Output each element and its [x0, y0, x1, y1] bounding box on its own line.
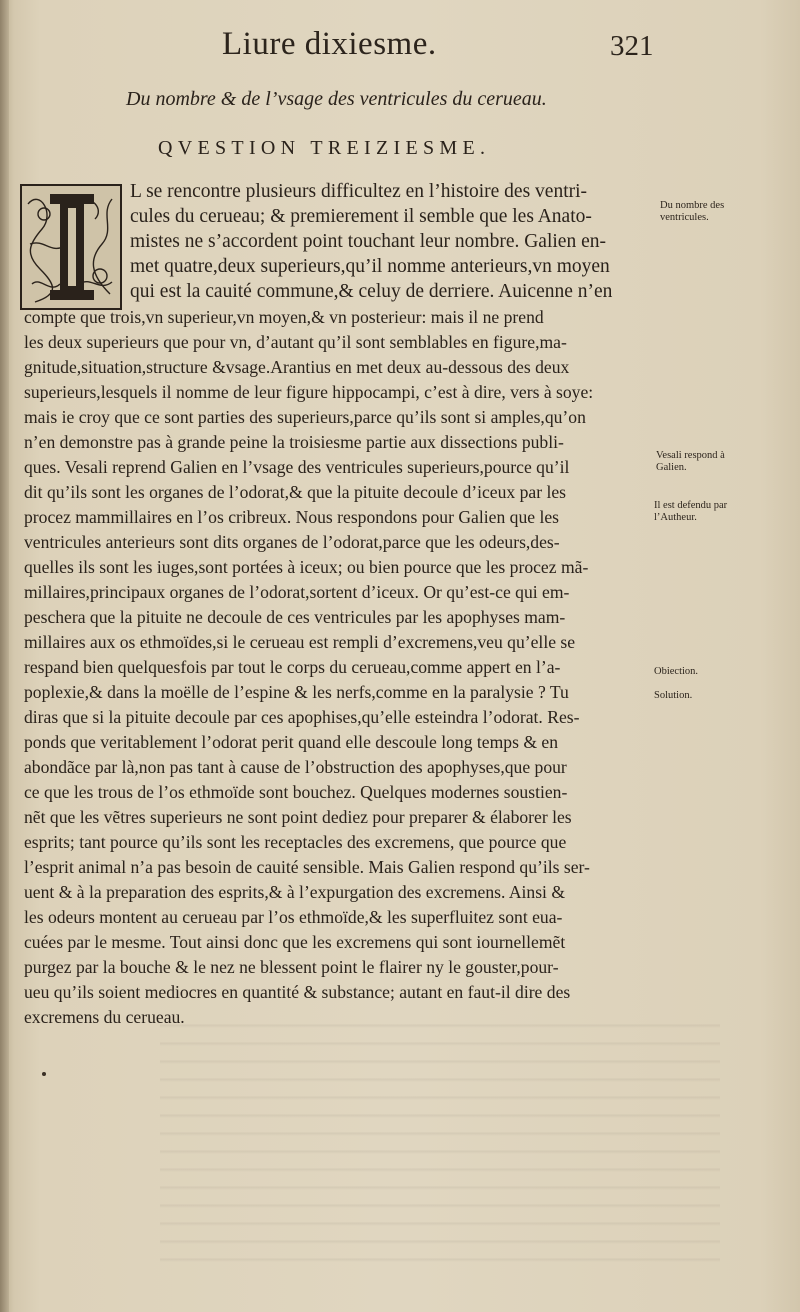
body-line: excremens du cerueau. [24, 1007, 185, 1027]
margin-note-line: Solution. [654, 690, 693, 701]
body-line: uent & à la preparation des esprits,& à l’expurgation des excremens. Ainsi & [24, 882, 566, 902]
body-line: met quatre,deux superieurs,qu’il nomme anterieurs,vn moyen [130, 256, 610, 277]
margin-note-line: l’Autheur. [654, 512, 697, 523]
body-line: superieurs,lesquels il nomme de leur figure hippocampi, c’est à dire, vers à soye: [24, 382, 594, 402]
running-title: Liure dixiesme. [222, 26, 437, 62]
page-gutter-shadow [0, 0, 9, 1312]
body-line: mais ie croy que ce sont parties des superieurs,parce qu’ils sont si amples,qu’on [24, 407, 586, 427]
page-number: 321 [610, 30, 654, 62]
margin-note-line: Du nombre des [660, 200, 725, 211]
body-line: compte que trois,vn superieur,vn moyen,& vn posterieur: mais il ne prend [24, 307, 544, 327]
body-line: cuées par le mesme. Tout ainsi donc que les excremens qui sont iournellemẽt [24, 932, 566, 952]
body-line: dit qu’ils sont les organes de l’odorat,& que la pituite decoule d’iceux par les [24, 482, 567, 502]
body-line: gnitude,situation,structure &vsage.Arantius en met deux au-dessous des deux [24, 357, 570, 377]
body-line: millaires,principaux organes de l’odorat,sortent d’iceux. Or qu’est-ce qui em- [24, 582, 570, 602]
body-line: les odeurs montent au cerueau par l’os ethmoïde,& les superfluitez sont eua- [24, 907, 563, 927]
body-line: ponds que veritablement l’odorat perit quand elle descoule long temps & en [24, 732, 559, 752]
body-line: ventricules anterieurs sont dits organes de l’odorat,parce que les odeurs,des- [24, 532, 560, 552]
body-line: cules du cerueau; & premierement il semble que les Anato- [130, 206, 592, 227]
body-line: procez mammillaires en l’os cribreux. Nous respondons pour Galien que les [24, 507, 559, 527]
body-line: quelles ils sont les iuges,sont portées à iceux; ou bien pource que les procez mã- [24, 557, 589, 577]
body-line: L se rencontre plusieurs difficultez en l’histoire des ventri- [130, 181, 588, 202]
body-line: purgez par la bouche & le nez ne blessent point le flairer ny le gouster,pour- [24, 957, 559, 977]
margin-note [654, 666, 698, 678]
margin-note-line: Galien. [656, 462, 687, 473]
chapter-title: Du nombre & de l’vsage des ventricules du cerueau. [126, 88, 547, 110]
question-heading: QVESTION TREIZIESME. [158, 137, 491, 159]
body-line: ques. Vesali reprend Galien en l’vsage des ventricules superieurs,pource qu’il [24, 457, 570, 477]
body-line: n’en demonstre pas à grande peine la troisiesme partie aux dissections publi- [24, 432, 564, 452]
body-line: millaires aux os ethmoïdes,si le cerueau est rempli d’excremens,veu qu’elle se [24, 632, 576, 652]
body-line: esprits; tant pource qu’ils sont les receptacles des excremens, que pource que [24, 832, 567, 852]
body-line: qui est la cauité commune,& celuy de derriere. Auicenne n’en [130, 281, 613, 302]
bleed-through-texture [160, 1010, 720, 1270]
body-line: abondãce par là,non pas tant à cause de l’obstruction des apophyses,que pour [24, 757, 567, 777]
body-line: les deux superieurs que pour vn, d’autant qu’il sont semblables en figure,ma- [24, 332, 567, 352]
body-line: diras que si la pituite decoule par ces apophises,qu’elle esteindra l’odorat. Res- [24, 707, 580, 727]
body-line: nẽt que les vẽtres superieurs ne sont point dediez pour preparer & élaborer les [24, 807, 572, 827]
body-line: mistes ne s’accordent point touchant leur nombre. Galien en- [130, 231, 606, 252]
margin-note [654, 690, 692, 702]
margin-note [660, 200, 724, 224]
margin-note [654, 500, 727, 524]
ink-speck [42, 1072, 46, 1076]
margin-note-line: Vesali respond à [656, 450, 725, 461]
body-line: poplexie,& dans la moëlle de l’espine & les nerfs,comme en la paralysie ? Tu [24, 682, 569, 702]
body-line: ueu qu’ils soient mediocres en quantité & substance; autant en faut-il dire des [24, 982, 571, 1002]
body-line: ce que les trous de l’os ethmoïde sont bouchez. Quelques modernes soustien- [24, 782, 568, 802]
body-line: respand bien quelquesfois par tout le corps du cerueau,comme appert en l’a- [24, 657, 561, 677]
body-line: l’esprit animal n’a pas besoin de cauité sensible. Mais Galien respond qu’ils ser- [24, 857, 590, 877]
ornamental-drop-cap-icon [20, 184, 122, 310]
margin-note-line: Il est defendu par [654, 500, 728, 511]
body-line: peschera que la pituite ne decoule de ces ventricules par les apophyses mam- [24, 607, 566, 627]
margin-note-line: ventricules. [660, 212, 709, 223]
running-head [0, 26, 800, 66]
margin-note [656, 450, 725, 474]
margin-note-line: Obiection. [654, 666, 699, 677]
